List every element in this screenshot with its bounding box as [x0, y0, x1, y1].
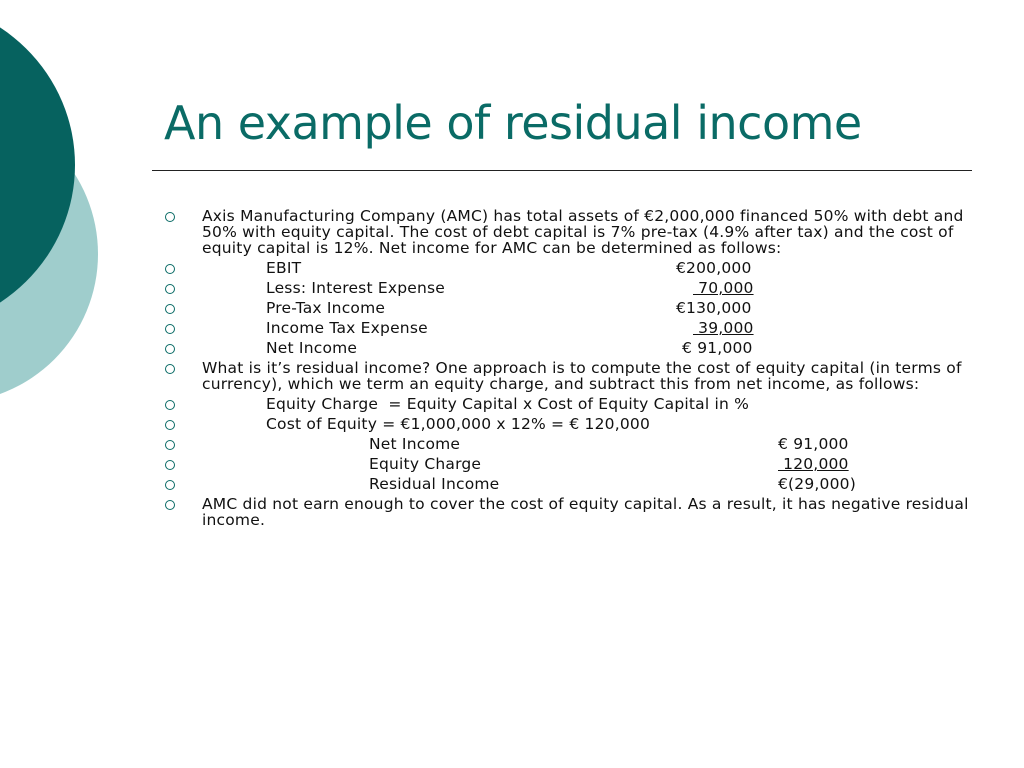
bullet-intro — [162, 208, 972, 256]
equity-charge-value: 120,000 — [778, 455, 849, 473]
bullet-icon — [165, 324, 175, 334]
slide-title: An example of residual income — [164, 96, 862, 150]
bullet-icon — [165, 480, 175, 490]
bullet-conclusion — [162, 496, 972, 528]
ebit-value: €200,000 — [676, 259, 752, 277]
net-income-value: € 91,000 — [682, 339, 753, 357]
net-income-label: Net Income — [266, 339, 358, 357]
cost-of-equity-text: Cost of Equity = €1,000,000 x 12% = € 120,000 — [266, 415, 651, 433]
bullet-icon — [165, 212, 175, 222]
pretax-label: Pre-Tax Income — [266, 299, 386, 317]
bullet-net-income — [162, 340, 972, 356]
residual-income-label: Residual Income — [369, 475, 500, 493]
intro-text: Axis Manufacturing Company (AMC) has total assets of €2,000,000 financed 50% with debt and 50% with equity capital. The cost of debt capital is 7% pre-tax (4.9% after tax) and the cost of equity capital is 12%. Net income for AMC can be determined as follows: — [202, 207, 964, 257]
interest-value: 70,000 — [693, 279, 754, 297]
bullet-icon — [165, 364, 175, 374]
bullet-residual-net-income — [162, 436, 972, 452]
slide-body — [162, 208, 972, 532]
bullet-icon — [165, 304, 175, 314]
bullet-icon — [165, 344, 175, 354]
interest-label: Less: Interest Expense — [266, 279, 446, 297]
bullet-ebit — [162, 260, 972, 276]
tax-label: Income Tax Expense — [266, 319, 428, 337]
residual-income-value: €(29,000) — [778, 475, 856, 493]
bullet-icon — [165, 284, 175, 294]
bullet-icon — [165, 500, 175, 510]
equity-charge-formula: Equity Charge = Equity Capital x Cost of Equity Capital in % — [266, 395, 750, 413]
bullet-equity-charge-formula — [162, 396, 972, 412]
equity-charge-label: Equity Charge — [369, 455, 482, 473]
bullet-interest — [162, 280, 972, 296]
conclusion-text: AMC did not earn enough to cover the cost of equity capital. As a result, it has negative residual income. — [202, 495, 969, 529]
bullet-question — [162, 360, 972, 392]
residual-net-income-value: € 91,000 — [778, 435, 849, 453]
bullet-pretax — [162, 300, 972, 316]
ebit-label: EBIT — [266, 259, 302, 277]
bullet-equity-charge — [162, 456, 972, 472]
bullet-residual-income — [162, 476, 972, 492]
bullet-icon — [165, 440, 175, 450]
tax-value: 39,000 — [693, 319, 754, 337]
question-text: What is it’s residual income? One approach is to compute the cost of equity capital (in terms of currency), which we term an equity charge, and subtract this from net income, as follows: — [202, 359, 962, 393]
residual-net-income-label: Net Income — [369, 435, 461, 453]
bullet-icon — [165, 264, 175, 274]
bullet-tax — [162, 320, 972, 336]
title-divider — [152, 170, 972, 171]
pretax-value: €130,000 — [676, 299, 752, 317]
bullet-icon — [165, 460, 175, 470]
bullet-icon — [165, 400, 175, 410]
bullet-cost-of-equity — [162, 416, 972, 432]
bullet-icon — [165, 420, 175, 430]
